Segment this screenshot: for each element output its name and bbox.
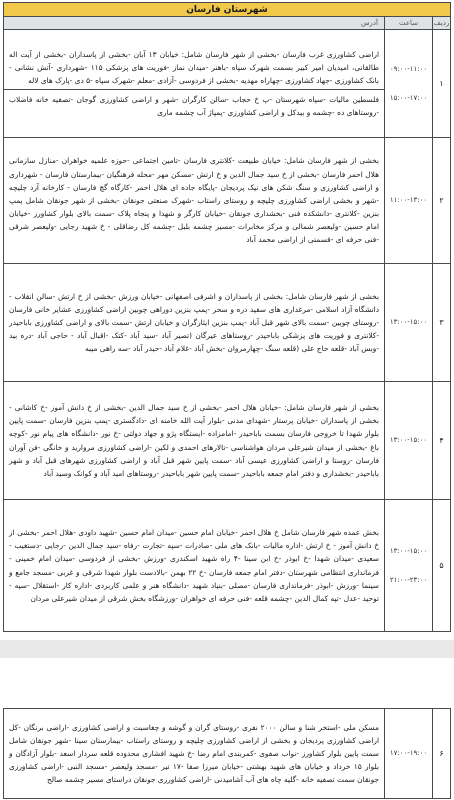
outage-schedule-table xyxy=(3,2,451,632)
time-slot: ۰۹:۰۰-۱۱:۰۰ xyxy=(389,65,428,74)
address-cell xyxy=(4,709,385,799)
address-text: بخشی از شهر فارسان شامل: بخشی از پاسداران و اشرفی اصفهانی -خیابان ورزش -بخشی از خ ارتش -سالن انقلاب - دانشگاه آزاد اسلامی -مرغداری های سفید دره و سحر -پمپ بنزین دوراهی چوبین اراضی کشاورزی عشایر خانی فارسان -روستای چوبین -سمت بالای شهر قبل آباد -پمپ بنزین ایثارگران و خیابان ارتش -سمت بالای و اراضی کشاورزی باباحیدر -کلانتری و فوریت های پزشکی باباحیدر -روستاهای عیرگان (تصیر آباد -سید آباد -کتک -اقبال آباد - حاجی آباد -دره بید -وبس آباد -قلعه حاج علی (قلعه سنگ -چهارمروان -بخش آباد -غلام آباد -حیدر آباد -سه راهی میبه xyxy=(9,291,379,354)
address-cell xyxy=(4,382,385,500)
address-text: اراضی کشاورزی غرب فارسان -بخشی از شهر فارسان شامل: خیابان ۱۳ آبان -بخشی از پاسداران -بخشی از آیت اله طالقانی، امیدیان امیر کبیر بسمت شهرک سپاه -باهنر -میدان نماز -فوریت های پزشکی ۱۱۵ -شهرداری -آتش نشانی - بانک کشاورزی -جهاد کشاورزی -چهاراه مهدیه -بخشی از فردوسی -آزادی -معلم -شهرک سپاه -۵ دی -پارک های لاله xyxy=(9,49,379,85)
time-slot: ۱۵:۰۰-۱۷:۰۰ xyxy=(389,93,428,102)
time-slot: ۱۷:۰۰-۱۹:۰۰ xyxy=(389,749,428,758)
time-slot: ۱۱:۰۰-۱۳:۰۰ xyxy=(389,196,428,205)
header-num: ردیف xyxy=(433,17,451,30)
header-address: آدرس xyxy=(4,17,385,30)
time-slot: ۲۱:۰۰-۲۳:۰۰ xyxy=(389,575,428,584)
time-cell xyxy=(385,138,433,264)
row-number: ۲ xyxy=(433,138,451,264)
table-row xyxy=(4,500,451,632)
time-cell xyxy=(385,264,433,382)
address-text: مسکن ملی -استخر شنا و سالن ۲۰۰۰ نفری -روستای گران و گوشه و چغاسبت و اراضی کشاورزی -اراضی برنگان -کل اراضی کشاورزی پردیجان و بخشی از اراضی کشاورزی چلیچه و روستای راستاب -بیمارستان سینا -شهر جونقان شامل سمت پایین بلوار کشاورز -نواب صفوی -کمربندی امام رضا -خ شهید افشاری محدوده قلعه سردار اسعد -بلوار آزادگان و بلوار ۱۵ خرداد و خیابان های شهید بهشتی -خیابان میرزا صفا -۱۷ تیر -مسجد ولیعصر -مسجد النبی -اراضی کشاورزی جونقان سمت تصفیه خانه -گلیه چاه های آب آشامیدنی -اراضی کشاورزی جونقان دراستای مسیر چشمه صالح xyxy=(9,722,379,785)
row-number: ۶ xyxy=(433,709,451,799)
table-row xyxy=(4,382,451,500)
address-text: بخش عمده شهر فارسان شامل خ هلال احمر -خیابان امام حسین -میدان امام حسین -شهید داودی -هلال احمر -بخشی از خ دانش آموز - خ ارتش -اداره مالیات -بانک های ملی -صادرات -سپه -تجارت -رفاه -سید جمال الدین -رجایی -دستغیب - سعیدی -میدان شهدا -خ ابوذر -خ ابن سینا -۴ راه شهید اسکندری -ورزش -بخشی از فردوسی -میدان امام خمینی - فرمانداری انتظامی شهرستان -دفتر امام جمعه فارسان -خ ۲۲ بهمن -بالادست بلوار شهدا شرقی و غربی -مسجد جامع و سینما -ورزش -ابوذر -فرمانداری فارسان -مصلی -بنیاد شهید -دانشگاه هنر و علمی کاربردی -اداره کار -استقلال -سپه - توحید -عدل -تپه کمال الدین -چشمه قلعه -فنی حرفه ای خواهران -ورزشگاه بخش شرقی از میدان شیرعلی مردان xyxy=(9,527,380,603)
address-cell xyxy=(4,264,385,382)
table-title-row xyxy=(4,3,451,17)
time-slot: ۱۳:۰۰-۱۵:۰۰ xyxy=(389,436,428,445)
row-number: ۴ xyxy=(433,382,451,500)
header-time: ساعت xyxy=(385,17,433,30)
table-header-row xyxy=(4,17,451,30)
address-text: فلسطین مالیات -سپاه شهرستان -پ خ حجاب -سالن کارگران -شهر و اراضی کشاورزی گوجان -تصفیه خانه فاضلاب -روستاهای ده -چشمه و بیدکل و اراضی کشاورزی -پمپاژ آب چشمه ماری xyxy=(4,89,384,119)
time-cell xyxy=(385,709,433,799)
table-row xyxy=(4,138,451,264)
time-cell xyxy=(385,382,433,500)
row-number: ۱ xyxy=(433,30,451,138)
outage-schedule-table-continued xyxy=(3,708,451,799)
table-row xyxy=(4,709,451,799)
page-break xyxy=(0,640,454,658)
address-cell xyxy=(4,500,385,632)
address-cell xyxy=(4,30,385,138)
table-title: شهرستان فارسان xyxy=(4,3,451,17)
time-slot: ۱۳:۰۰-۱۵:۰۰ xyxy=(389,318,428,327)
time-cell xyxy=(385,500,433,632)
time-slot: ۱۳:۰۰-۱۵:۰۰ xyxy=(389,547,428,556)
address-text: بخشی از شهر فارسان شامل: خیابان طبیعت -کلانتری فارسان -تامین اجتماعی -حوزه علمیه خواهران -منازل سازمانی هلال احمر فارسان -بخشی از خ سید جمال الدین و خ ارتش -مسکن مهر -محله فرهنگیان -بیمارستان فارسان - شهرداری و اراضی کشاورزی و سنگ شکن های نیک پردیجان -پایگاه جاده ای هلال احمر -کارگاه گچ فارسان - کارخانه آرد چلیچه -شهر و بخشی اراضی کشاورزی چلیچه و روستای راستاب -شهرک صنعتی جونقان -بخشی از شهر جونقان شامل پمپ بنزین -کلانتری -دانشکده فنی -بخشداری جونقان -خیابان کارگر و شهدا و پنجاه پلاک -سمت بالای بلوار کشاورز -خیابان امام حسین -ولیعصر شمالی و مرکز مخابرات -مسیر چشمه بلبل -چشمه کل رضاقلی - خ شهید رجایی -ولیعصر شرقی -فنی حرفه ای -قسمتی از اراضی محمد آباد xyxy=(9,156,379,245)
row-number: ۳ xyxy=(433,264,451,382)
row-number: ۵ xyxy=(433,500,451,632)
address-cell xyxy=(4,138,385,264)
table-row xyxy=(4,264,451,382)
time-cell xyxy=(385,30,433,138)
table-row xyxy=(4,30,451,138)
address-text: بخشی از شهر فارسان شامل: -خیابان هلال احمر -بخشی از خ سید جمال الدین -بخشی از خ دانش آموز -خ کاشانی - بخشی از پاسداران -خیابان پرستار -شهدای مدنی -بلوار آیت الله خامنه ای -دادگستری -پمپ بنزین فارسان -سمت پایین بلوار شهدا تا خروجی فارسان بسمت باباحیدر -امامزاده -ایستگاه پژو و جهاد دولتی -خ نور -دانشگاه های پیام نور -کوچه باغ -بخشی از میدان شیرعلی مردان هواشناسی -تالارهای احمدی و لکین -اراضی کشاورزی مروارید و خانگی -فن آوران فارسان -روستا و اراضی کشاورزی عیسی آباد -سمت پایین شهر قبل آباد و اراضی کشاورزی شهرهای قبل آباد و شهر باباحیدر -بخشداری و دفتر امام جمعه باباحیدر -سمت پایین شهر باباحیدر -روستاهای امید آباد و کوانک وسید آباد xyxy=(9,402,379,478)
